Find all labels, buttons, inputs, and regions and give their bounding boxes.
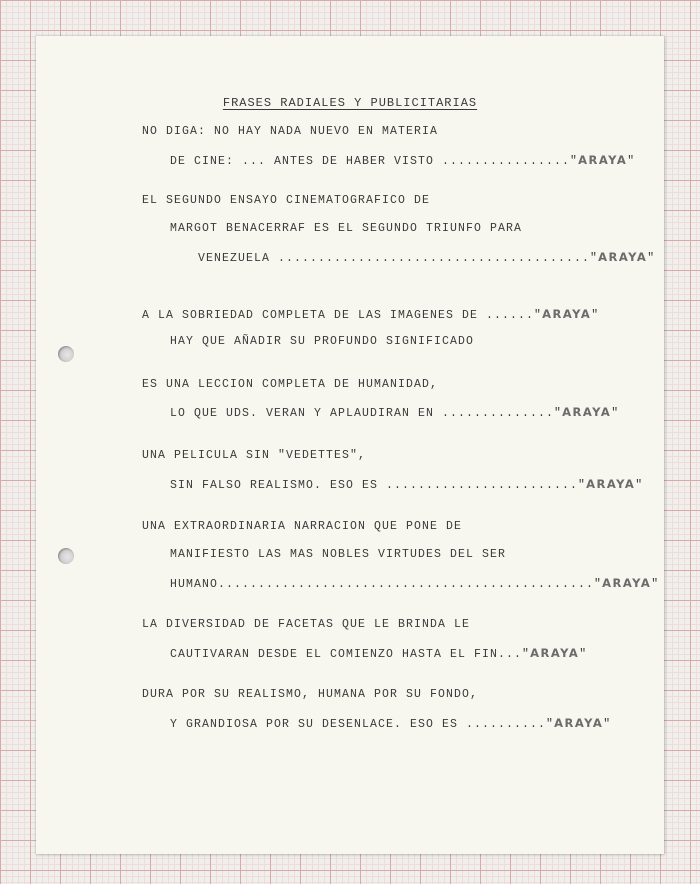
film-title: ARAYA: [554, 716, 604, 730]
film-title: ARAYA: [562, 405, 612, 419]
text-line: UNA PELICULA SIN "VEDETTES",: [142, 449, 367, 462]
text-line: UNA EXTRAORDINARIA NARRACION QUE PONE DE: [142, 520, 463, 533]
text-line: HAY QUE AÑADIR SU PROFUNDO SIGNIFICADO: [170, 335, 475, 348]
text-line: NO DIGA: NO HAY NADA NUEVO EN MATERIA: [142, 125, 439, 138]
film-title: ARAYA: [542, 307, 592, 321]
text-line: CAUTIVARAN DESDE EL COMIENZO HASTA EL FIN..."ARAYA": [170, 646, 588, 661]
film-title: ARAYA: [602, 576, 652, 590]
typed-page: [36, 36, 664, 854]
text-line: DE CINE: ... ANTES DE HABER VISTO ................"ARAYA": [170, 153, 636, 168]
film-title: ARAYA: [586, 477, 636, 491]
text-line: LO QUE UDS. VERAN Y APLAUDIRAN EN .............."ARAYA": [170, 405, 620, 420]
text-line: LA DIVERSIDAD DE FACETAS QUE LE BRINDA LE: [142, 618, 471, 631]
text-line: ES UNA LECCION COMPLETA DE HUMANIDAD,: [142, 378, 439, 391]
film-title: ARAYA: [530, 646, 580, 660]
film-title: ARAYA: [598, 250, 648, 264]
film-title: ARAYA: [578, 153, 628, 167]
text-line: HUMANO..............................................."ARAYA": [170, 576, 660, 591]
text-line: A LA SOBRIEDAD COMPLETA DE LAS IMAGENES DE ......"ARAYA": [142, 307, 600, 322]
text-line: VENEZUELA ......................................."ARAYA": [198, 250, 656, 265]
punch-hole: [58, 548, 74, 564]
text-line: SIN FALSO REALISMO. ESO ES ........................"ARAYA": [170, 477, 644, 492]
text-line: Y GRANDIOSA POR SU DESENLACE. ESO ES .........."ARAYA": [170, 716, 612, 731]
text-line: DURA POR SU REALISMO, HUMANA POR SU FONDO,: [142, 688, 479, 701]
text-line: EL SEGUNDO ENSAYO CINEMATOGRAFICO DE: [142, 194, 431, 207]
punch-hole: [58, 346, 74, 362]
text-line: MANIFIESTO LAS MAS NOBLES VIRTUDES DEL SER: [170, 548, 507, 561]
text-line: MARGOT BENACERRAF ES EL SEGUNDO TRIUNFO PARA: [170, 222, 523, 235]
page-title: FRASES RADIALES Y PUBLICITARIAS: [222, 96, 478, 110]
